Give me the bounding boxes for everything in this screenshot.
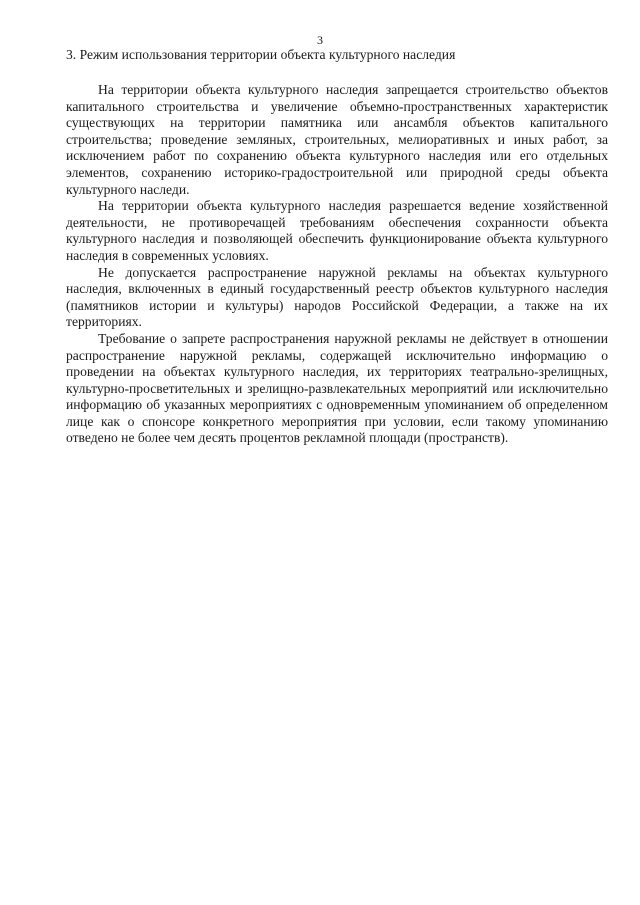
paragraph: На территории объекта культурного наследия разрешается ведение хозяйственной деятельности, не противоречащей требованиям обеспечения сохранности объекта культурного наследия и позволяющей обеспечить функционирование объекта культурного наследия в современных условиях. [66,198,608,263]
paragraph: Требование о запрете распространения наружной рекламы не действует в отношении распространение наружной рекламы, содержащей исключительно информацию о проведении на объектах культурного наследия, их территориях театрально-зрелищных, культурно-просветительных и зрелищно-развлекательных мероприятий или исключительно информацию об указанных мероприятиях с одновременным упоминанием об определенном лице как о спонсоре конкретного мероприятия при условии, если такому упоминанию отведено не более чем десять процентов рекламной площади (пространств). [66,330,608,446]
page-number: 3 [317,33,323,47]
section-heading: 3. Режим использования территории объекта культурного наследия [66,47,456,62]
paragraph: Не допускается распространение наружной рекламы на объектах культурного наследия, включенных в единый государственный реестр объектов культурного наследия (памятников истории и культуры) народов Российской Федерации, а также на их территориях. [66,264,608,330]
body-text [66,82,608,447]
paragraph: На территории объекта культурного наследия запрещается строительство объектов капитального строительства и увеличение объемно-пространственных характеристик существующих на территории памятника или ансамбля объектов капитального строительства; проведение земляных, строительных, мелиоративных и иных работ, за исключением работ по сохранению объекта культурного наследия или его отдельных элементов, сохранению историко-градостроительной или природной среды объекта культурного наследи. [66,82,608,197]
